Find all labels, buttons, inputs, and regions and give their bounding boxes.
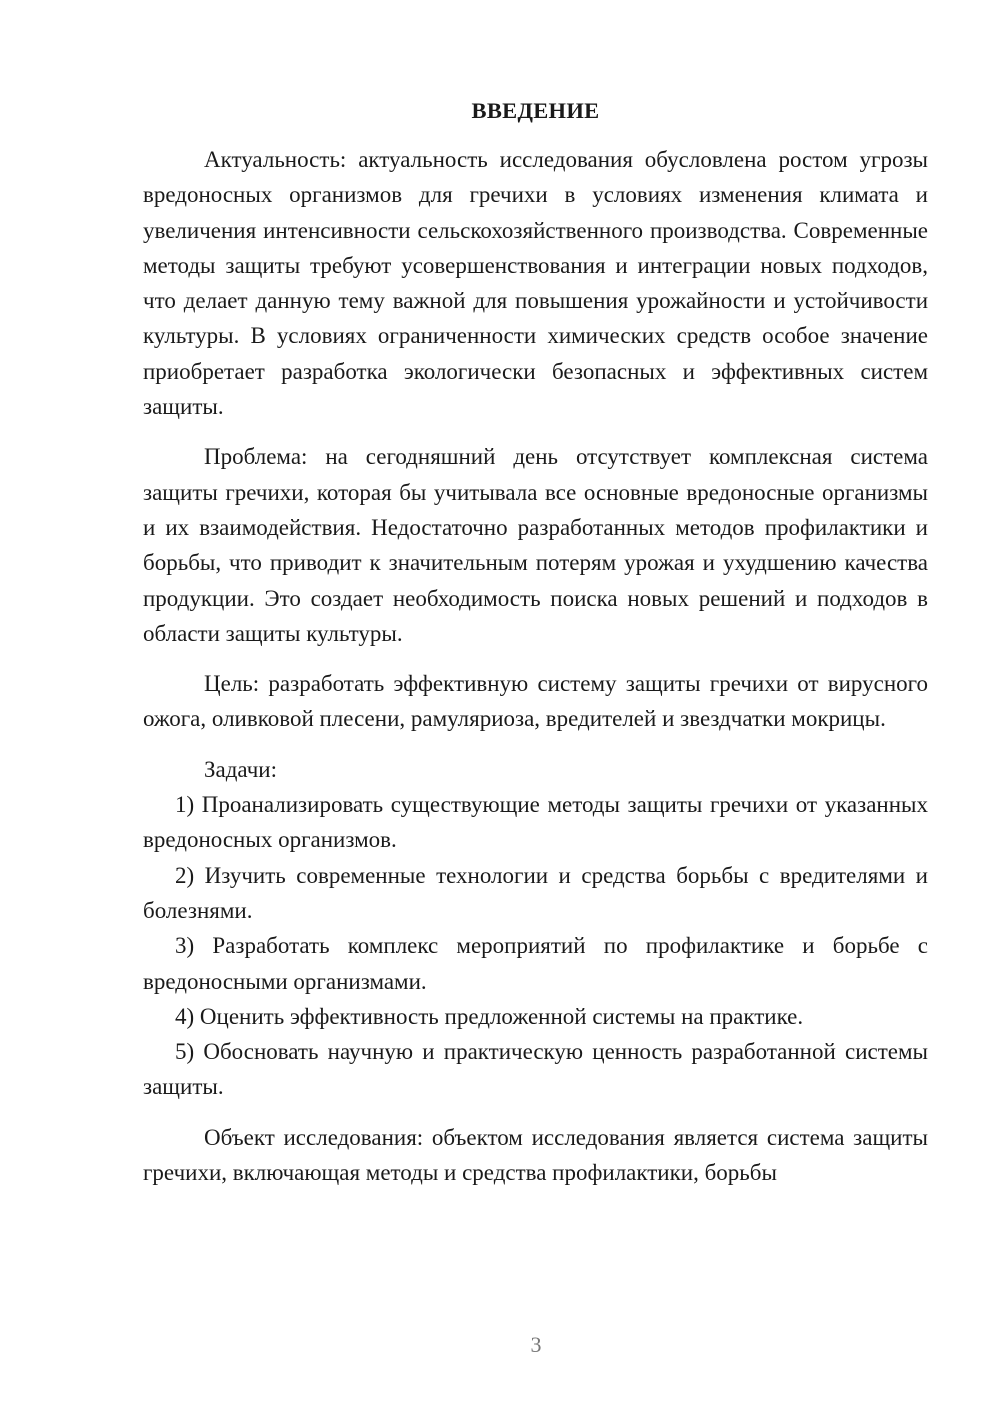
- task-item-5: 5) Обосновать научную и практическую ценность разработанной системы защиты.: [143, 1039, 928, 1100]
- task-item-3: 3) Разработать комплекс мероприятий по профилактике и борьбе с вредоносными организмами.: [143, 933, 928, 994]
- paragraph-relevance: Актуальность: актуальность исследования обусловлена ростом угрозы вредоносных организмов для гречихи в условиях изменения климата и увеличения интенсивности сельскохозяйственного производства. Современные методы защиты требуют усовершенствования и интеграции новых подходов, что делает данную тему важной для повышения урожайности и устойчивости культуры. В условиях ограниченности химических средств особое значение приобретает разработка экологически безопасных и эффективных систем защиты.: [143, 147, 928, 420]
- page-number: 3: [530, 1332, 542, 1357]
- paragraph-goal: Цель: разработать эффективную систему защиты гречихи от вирусного ожога, оливковой плесени, рамуляриоза, вредителей и звездчатки мокрицы.: [143, 671, 928, 732]
- page-title: ВВЕДЕНИЕ: [471, 98, 600, 123]
- task-item-4: 4) Оценить эффективность предложенной системы на практике.: [175, 1003, 804, 1029]
- paragraph-problem: Проблема: на сегодняшний день отсутствует комплексная система защиты гречихи, которая бы учитывала все основные вредоносные организмы и их взаимодействия. Недостаточно разработанных методов профилактики и борьбы, что приводит к значительным потерям урожая и ухудшению качества продукции. Это создает необходимость поиска новых решений и подходов в области защиты культуры.: [143, 444, 928, 646]
- page-content: [143, 93, 928, 1190]
- task-item-2: 2) Изучить современные технологии и средства борьбы с вредителями и болезнями.: [143, 862, 928, 923]
- tasks-heading: Задачи:: [204, 756, 277, 782]
- task-item-1: 1) Проанализировать существующие методы защиты гречихи от указанных вредоносных организмов.: [143, 792, 928, 853]
- paragraph-object: Объект исследования: объектом исследования является система защиты гречихи, включающая методы и средства профилактики, борьбы: [143, 1124, 928, 1186]
